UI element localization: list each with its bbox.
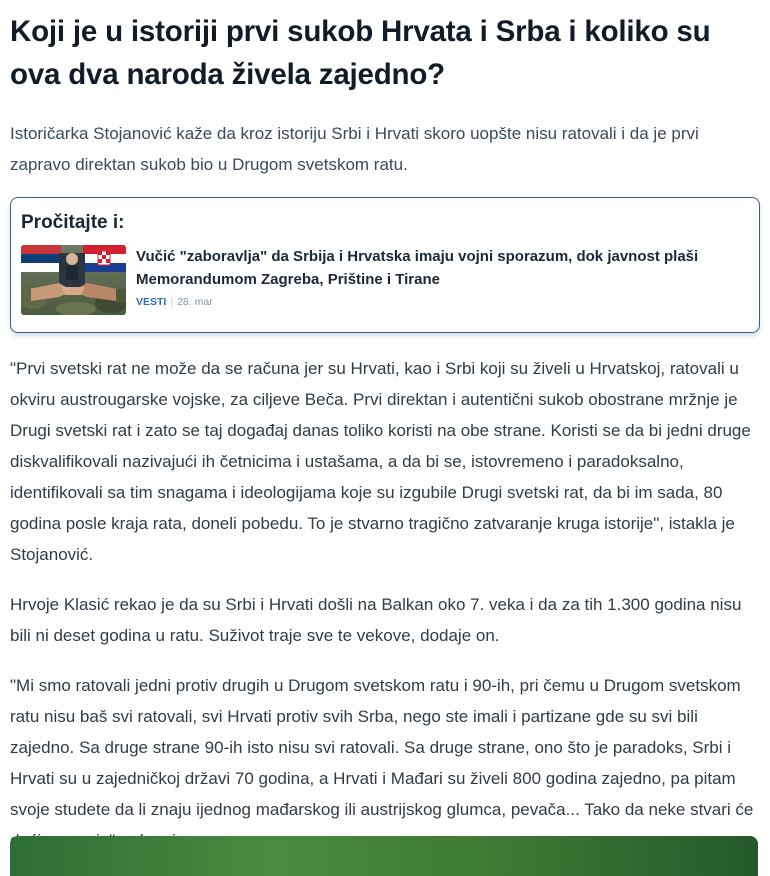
article-paragraph: "Prvi svetski rat ne može da se računa jer su Hrvati, kao i Srbi koji su živeli u Hrvatskoj, ratovali u okviru austrougarske vojske, za ciljeve Beča. Prvi direktan i autentični sukob obostrane mržnje je Drugi svetski rat i zato se taj događaj danas toliko koristi na obe strane. Koristi se da bi jedni druge diskvalifikovali nazivajući ih četnicima i ustašama, a da bi se, istovremeno i paradoksalno, identifikovali sa tim snagama i ideologijama koje su izgubile Drugi svetski rat, da bi im sada, 80 godina posle kraja rata, doneli pobedu. To je stvarno tragično zatvaranje kruga istorije", istakla je Stojanović. xyxy=(10,359,751,564)
read-also-title: Pročitajte i: xyxy=(21,212,125,233)
article xyxy=(10,0,760,856)
article-headline: Koji je u istoriji prvi sukob Hrvata i Srba i koliko su ova dva naroda živela zajedno? xyxy=(10,15,711,91)
related-article-category[interactable]: VESTI xyxy=(136,296,167,308)
meta-separator: | xyxy=(170,296,174,308)
related-article[interactable] xyxy=(21,245,747,315)
article-lead: Istoričarka Stojanović kaže da kroz istoriju Srbi i Hrvati skoro uopšte nisu ratovali i da je prvi zapravo direktan sukob bio u Drugom svetskom ratu. xyxy=(10,124,699,174)
related-article-meta xyxy=(136,295,747,309)
related-article-title[interactable]: Vučić "zaboravlja" da Srbija i Hrvatska imaju vojni sporazum, dok javnost plaši Memorandumom Zagreba, Prištine i Tirane xyxy=(136,248,699,288)
read-also-box xyxy=(10,197,760,333)
article-paragraph: "Mi smo ratovali jedni protiv drugih u Drugom svetskom ratu i 90-ih, pri čemu u Drugom svetskom ratu nisu baš svi ratovali, svi Hrvati protiv svih Srba, nego ste imali i partizane gde su svi bili zajedno. Sa druge strane 90-ih isto nisu svi ratovali. Sa druge strane, ono što je paradoks, Srbi i Hrvati su u zajedničkoj državi 70 godina, a Hrvati i Mađari su živeli 800 godina zajedno, pa pitam svoje studete da li znaju ijednog mađarskog ili austrijskog glumca, pevača... Tako da neke stvari će xyxy=(10,676,754,819)
article-paragraph: Hrvoje Klasić rekao je da su Srbi i Hrvati došli na Balkan oko 7. veka i da za tih 1.300 godina nisu bili ni deset godina u ratu. Suživot traje sve te vekove, dodaje on. xyxy=(10,595,742,645)
related-article-date: 28. mar xyxy=(177,296,213,308)
related-article-thumbnail[interactable] xyxy=(21,245,126,315)
next-image-banner xyxy=(10,836,758,876)
